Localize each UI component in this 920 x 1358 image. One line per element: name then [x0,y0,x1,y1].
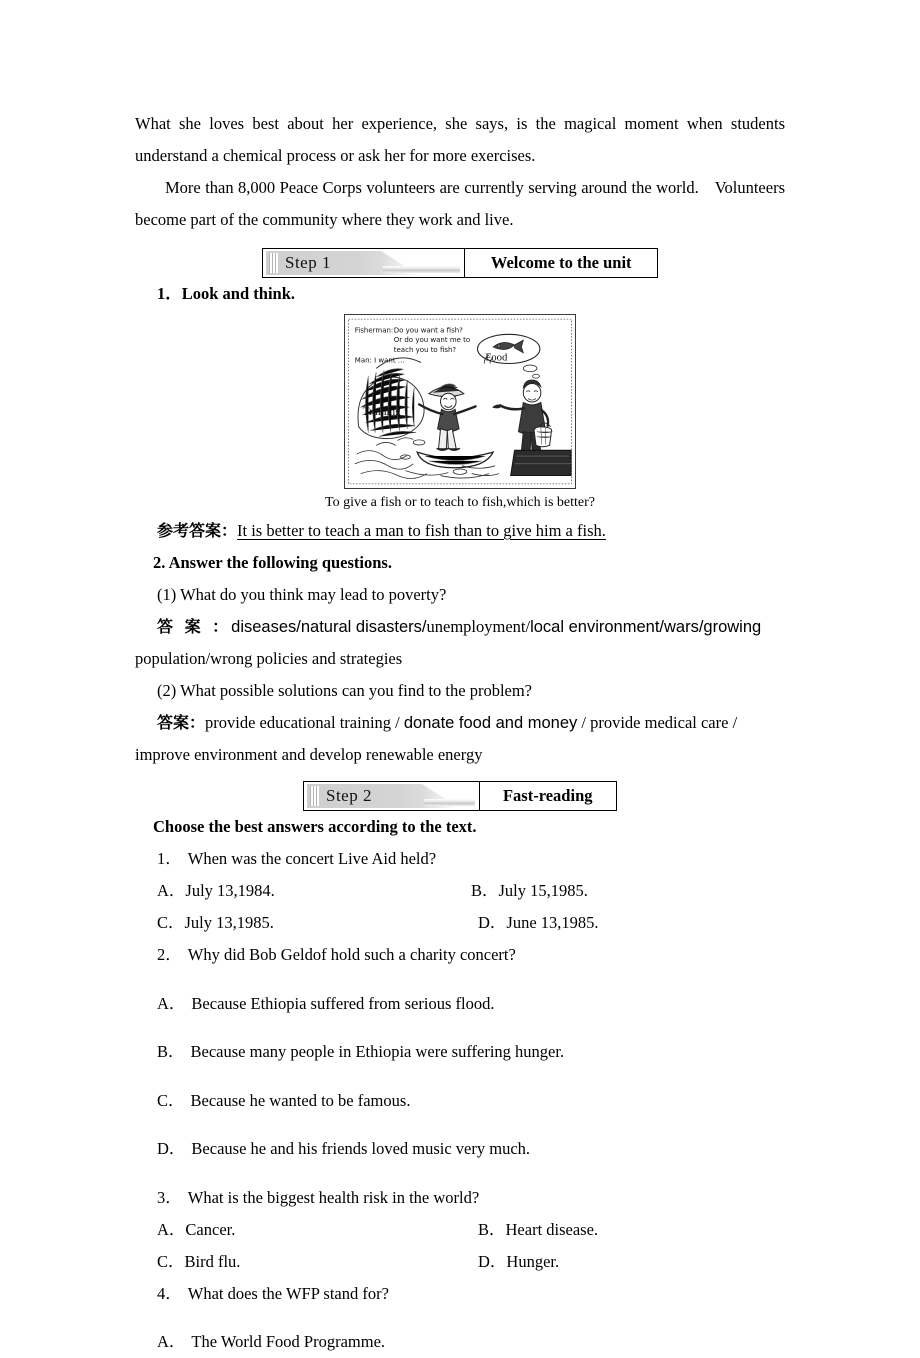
fast-reading-question-2 [135,939,785,971]
fast-reading-question-3 [135,1182,785,1214]
option-3b-label: B． [478,1219,506,1239]
question-1-number: 1． [157,849,182,868]
option-3b[interactable] [464,1214,785,1246]
question-1-prompt: When was the concert Live Aid held? [187,849,437,868]
task2-answer-1-part2: unemployment/ [426,617,531,636]
cartoon-man-line: Man: I want ... [354,355,405,365]
option-3d-label: D． [478,1251,507,1271]
option-4a-label: A． [157,1332,186,1351]
task2-heading: 2. Answer the following questions. [153,553,392,572]
reading-paragraph-2b: Volunteers become part of the community where they work and live. [135,178,785,229]
cartoon-food-label: Food [485,351,508,364]
question-1-options-row-1 [135,875,785,907]
option-3a-label: A． [157,1219,186,1239]
task2-question-1: (1) What do you think may lead to poverty? [157,585,447,604]
option-3a[interactable] [157,1214,464,1246]
option-1c-text: July 13,1985. [184,913,274,932]
option-2d-text: Because he and his friends loved music very much. [191,1139,531,1158]
task2-answer-2-label: 答案： [157,713,206,732]
option-1d[interactable] [464,907,785,939]
question-3-options-row-2 [135,1246,785,1278]
option-3c-label: C． [157,1251,185,1271]
option-2c-label: C． [157,1090,185,1110]
cartoon-frame [344,314,576,489]
option-1a[interactable] [157,875,471,907]
document-page [135,0,785,1351]
option-2d[interactable] [135,1133,785,1165]
step2-banner-wrap [135,781,785,811]
option-1b-label: B． [471,881,499,900]
question-1-options-row-2 [135,907,785,939]
step2-banner [303,781,617,811]
option-1b-text: July 15,1985. [498,881,588,900]
cartoon-figure [135,314,785,515]
option-3c-text: Bird flu. [184,1251,241,1271]
option-2b-text: Because many people in Ethiopia were suffering hunger. [190,1042,565,1061]
option-4a-text: The World Food Programme. [191,1332,386,1351]
task2-answer-2-part3: / provide medical care / [577,713,738,732]
step1-banner-wrap [135,248,785,278]
question-2-number: 2． [157,945,182,964]
step2-label: Step 2 [326,786,372,805]
question-2-prompt: Why did Bob Geldof hold such a charity concert? [187,945,516,964]
option-1b[interactable] [471,875,785,907]
step1-banner [262,248,658,278]
task2-answer-1-label: 答 案 ： [157,617,232,636]
option-1d-text: June 13,1985. [506,913,599,932]
option-2a-text: Because Ethiopia suffered from serious flood. [191,993,495,1013]
task2-answer-1 [135,611,785,643]
step1-title: Welcome to the unit [490,253,632,272]
option-2b-label: B． [157,1042,185,1061]
step1-label: Step 1 [285,253,331,272]
option-1c-label: C． [157,913,185,932]
question-4-prompt: What does the WFP stand for? [187,1283,389,1303]
fast-reading-question-1 [135,843,785,875]
option-2b[interactable] [135,1036,785,1068]
option-2a[interactable] [135,988,785,1020]
question-3-number: 3． [157,1187,182,1207]
fast-reading-question-4 [135,1278,785,1310]
option-1a-text: July 13,1984. [185,881,275,900]
step2-left-cell [304,782,479,810]
task1-answer-line [135,515,785,547]
cartoon-caption: To give a fish or to teach to fish,which is better? [325,495,595,510]
option-1c[interactable] [157,907,464,939]
task2-answer-2-cont: improve environment and develop renewable energy [135,745,483,764]
step2-title: Fast-reading [502,786,593,805]
option-3d-text: Hunger. [506,1251,560,1271]
option-2a-label: A． [157,993,186,1013]
question-3-prompt: What is the biggest health risk in the world? [187,1187,480,1207]
task2-answer-2 [135,707,785,739]
question-4-number: 4． [157,1283,182,1303]
cartoon-fisherman-speaker: Fisherman: [354,325,394,335]
fishing-cartoon-illustration [347,317,573,486]
task2-answer-1-part3: local environment/wars/growing [530,618,762,636]
option-2c[interactable] [135,1085,785,1117]
task2-answer-1-cont: population/wrong policies and strategies [135,649,403,668]
cartoon-fisherman-line2: Or do you want me to [393,335,471,345]
option-2d-label: D． [157,1139,186,1158]
cartoon-fisherman-line3: teach you to fish? [393,344,457,354]
task1-answer-label: 参考答案： [157,521,238,540]
task1-answer-text: It is better to teach a man to fish than to give him a fish. [237,521,606,540]
cartoon-fisherman-line1: Do you want a fish? [393,325,463,335]
option-3a-text: Cancer. [185,1219,236,1239]
option-3d[interactable] [464,1246,785,1278]
question-3-options-row-1 [135,1214,785,1246]
step1-left-cell [263,249,464,277]
option-2c-text: Because he wanted to be famous. [190,1090,411,1110]
task2-question-2: (2) What possible solutions can you find to the problem? [157,681,533,700]
task1-heading: 1．Look and think. [157,284,296,303]
option-4a[interactable] [135,1326,785,1358]
task2-answer-2-part2: donate food and money [403,714,578,732]
task2-answer-2-part1: provide educational training / [205,713,404,732]
fast-reading-instruction: Choose the best answers according to the text. [153,817,477,836]
cartoon-training-label: Training [362,406,401,419]
option-3c[interactable] [157,1246,464,1278]
option-1d-label: D． [478,913,507,932]
task2-answer-1-part1: diseases/natural disasters/ [231,618,427,636]
reading-paragraph-2 [135,172,785,236]
option-3b-text: Heart disease. [505,1219,599,1239]
option-1a-label: A． [157,881,186,900]
reading-paragraph-2a: More than 8,000 Peace Corps volunteers are currently serving around the world. [165,178,699,197]
reading-paragraph-1: What she loves best about her experience, she says, is the magical moment when students understand a chemical process or ask her for more exercises. [135,114,785,165]
